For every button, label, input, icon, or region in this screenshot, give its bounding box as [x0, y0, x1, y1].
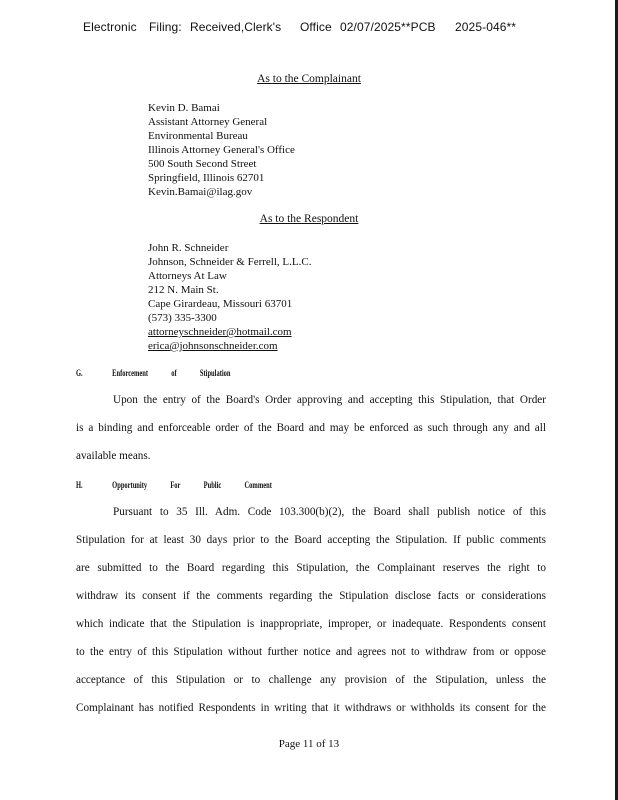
paragraph-line: available means.	[76, 450, 151, 462]
respondent-line: Cape Girardeau, Missouri 63701	[148, 298, 293, 310]
paragraph-line: withdraw its consent if the comments regarding the Stipulation disclose facts or considerations	[76, 590, 546, 602]
paragraph-line: are submitted to the Board regarding this Stipulation, the Complainant reserves the right to	[76, 562, 546, 574]
paragraph-line: Stipulation for at least 30 days prior to the Board accepting the Stipulation. If public comments	[76, 534, 546, 546]
paragraph-line: which indicate that the Stipulation is inappropriate, improper, or inadequate. Respondents consent	[76, 618, 546, 630]
paragraph-line: Pursuant to 35 Ill. Adm. Code 103.300(b)(2), the Board shall publish notice of this	[113, 506, 546, 518]
complainant-line: Kevin D. Bamai	[148, 102, 220, 114]
respondent-heading: As to the Respondent	[259, 213, 359, 225]
paragraph-line: to the entry of this Stipulation without further notice and agrees not to withdraw from or oppose	[76, 646, 546, 658]
complainant-line: 500 South Second Street	[148, 158, 257, 170]
section-g-heading	[76, 368, 252, 378]
complainant-line: Springfield, Illinois 62701	[148, 172, 265, 184]
section-title-word: For	[170, 480, 181, 490]
section-title-word: Stipulation	[199, 368, 231, 378]
header-filing: Filing:	[149, 20, 182, 34]
section-title-word: Opportunity	[112, 480, 148, 490]
paragraph-line: acceptance of this Stipulation or to challenge any provision of the Stipulation, unless the	[76, 674, 546, 686]
complainant-address-block	[148, 101, 295, 199]
respondent-line: Johnson, Schneider & Ferrell, L.L.C.	[148, 256, 312, 268]
section-title-word: Enforcement	[112, 368, 149, 378]
respondent-line: Attorneys At Law	[148, 270, 227, 282]
section-title-word: of	[171, 368, 177, 378]
complainant-line: Illinois Attorney General's Office	[148, 144, 295, 156]
complainant-line: Environmental Bureau	[148, 130, 248, 142]
paragraph-line: is a binding and enforceable order of the Board and may be enforced as such through any and all	[76, 422, 546, 434]
complainant-email: Kevin.Bamai@ilag.gov	[148, 186, 253, 198]
respondent-email-link[interactable]: attorneyschneider@hotmail.com	[148, 326, 292, 338]
respondent-line: John R. Schneider	[148, 242, 229, 254]
complainant-heading: As to the Complainant	[257, 73, 361, 85]
respondent-email-link[interactable]: erica@johnsonschneider.com	[148, 340, 278, 352]
header-date: 02/07/2025**PCB	[340, 20, 436, 34]
header-received: Received,Clerk's	[190, 20, 282, 34]
section-letter: H.	[76, 480, 83, 490]
header-case-number: 2025-046**	[455, 20, 517, 34]
paragraph-line: Upon the entry of the Board's Order approving and accepting this Stipulation, that Order	[113, 394, 546, 406]
header-electronic: Electronic	[83, 20, 137, 34]
page-number: Page 11 of 13	[278, 738, 340, 750]
section-letter: G.	[76, 368, 83, 378]
section-title-word: Comment	[244, 480, 272, 490]
section-h-heading	[76, 480, 293, 490]
paragraph-line: Complainant has notified Respondents in writing that it withdraws or withholds its consent for the	[76, 702, 546, 714]
respondent-address-block	[148, 241, 311, 353]
respondent-line: (573) 335-3300	[148, 312, 217, 324]
section-title-word: Public	[203, 480, 222, 490]
header-office: Office	[300, 20, 332, 34]
respondent-line: 212 N. Main St.	[148, 284, 219, 296]
complainant-line: Assistant Attorney General	[148, 116, 268, 128]
